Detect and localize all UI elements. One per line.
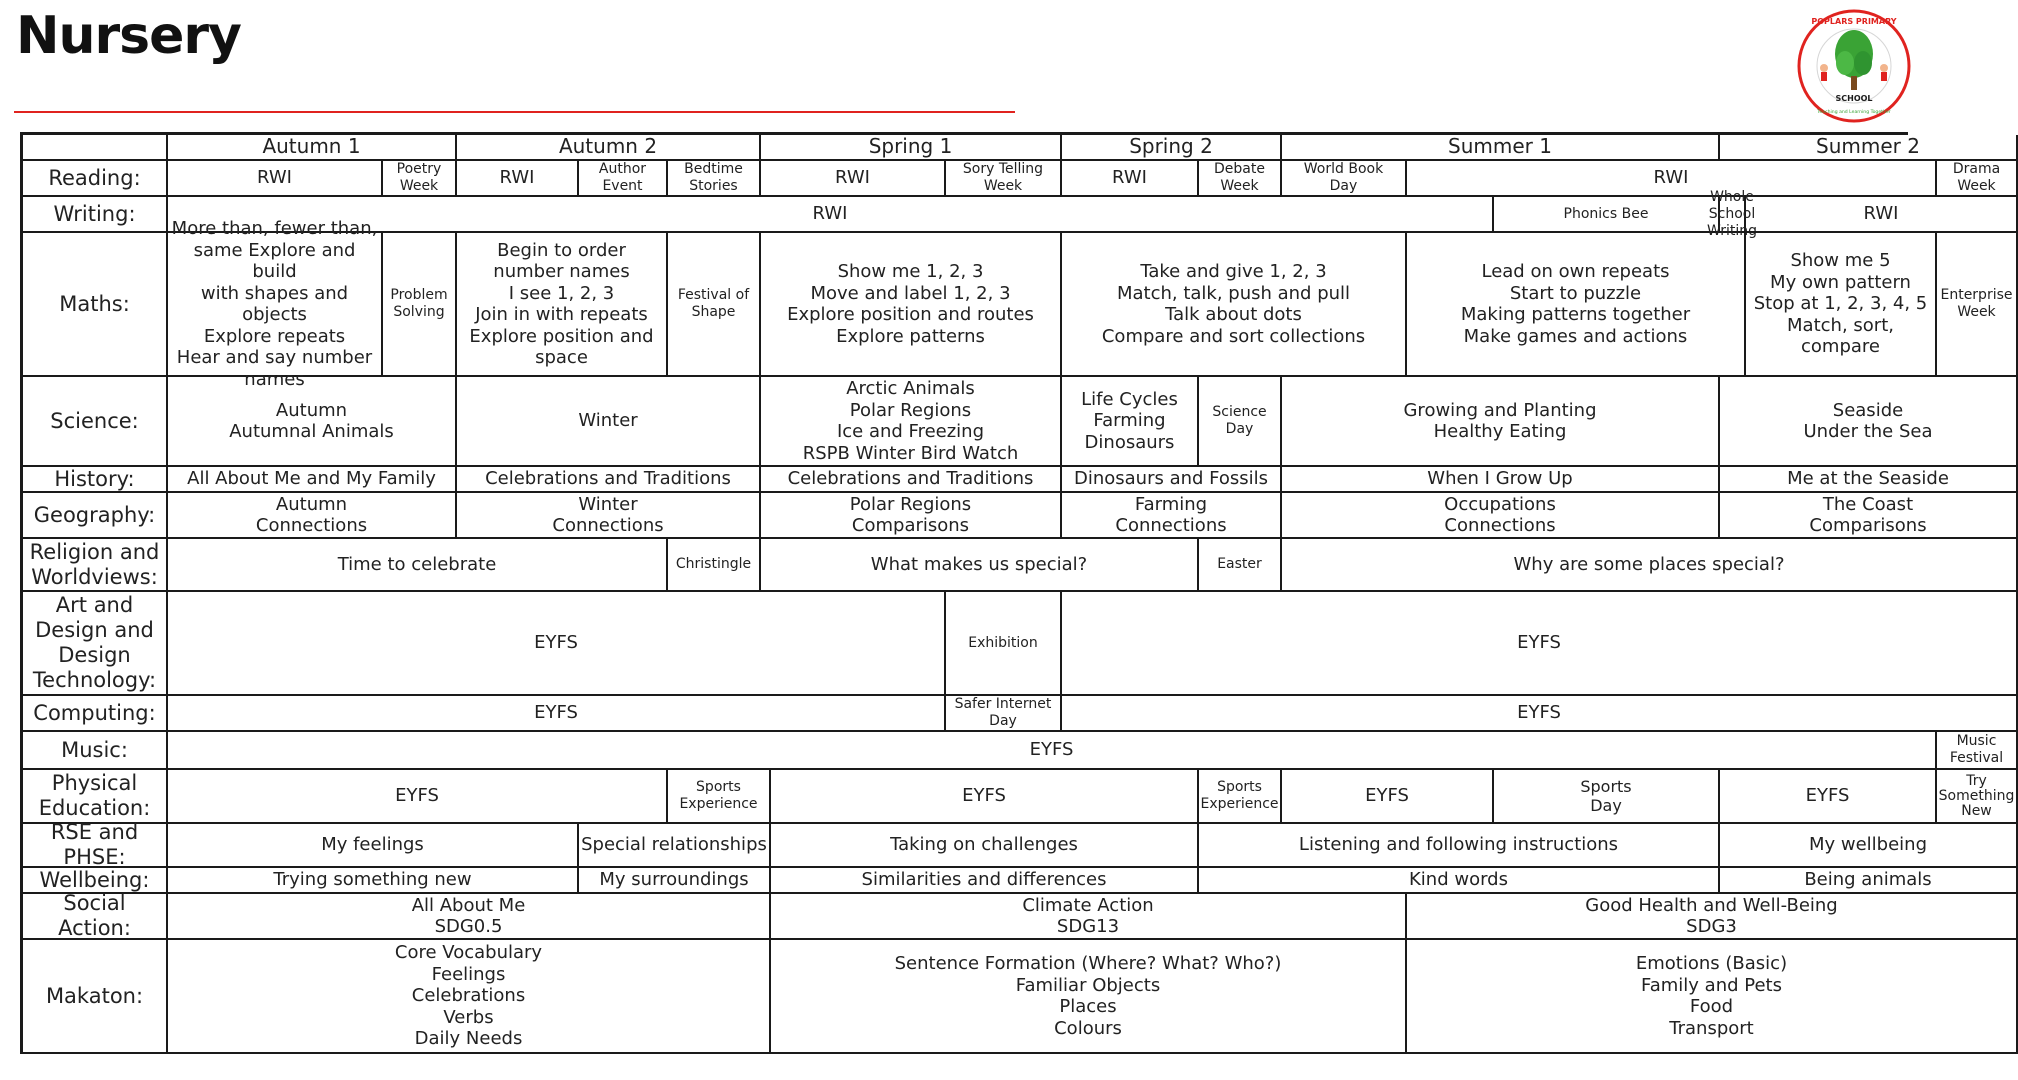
wellbeing-cell: Trying something new bbox=[168, 868, 579, 894]
science-event: Science Day bbox=[1199, 377, 1282, 467]
maths-cell: Show me 1, 2, 3 Move and label 1, 2, 3 Explore position and routes Explore patterns bbox=[761, 233, 1062, 377]
reading-event: Sory Telling Week bbox=[946, 161, 1062, 197]
term-header: Summer 2 bbox=[1720, 135, 2018, 161]
history-cell: Me at the Seaside bbox=[1720, 467, 2018, 493]
science-cell: Life Cycles Farming Dinosaurs bbox=[1062, 377, 1199, 467]
art-cell: EYFS bbox=[1062, 592, 2018, 696]
religion-cell: Time to celebrate bbox=[168, 539, 668, 592]
reading-event: World Book Day bbox=[1282, 161, 1407, 197]
reading-event: Debate Week bbox=[1199, 161, 1282, 197]
makaton-cell: Emotions (Basic) Family and Pets Food Transport bbox=[1407, 940, 2018, 1054]
rse-cell: My feelings bbox=[168, 824, 579, 868]
reading-cell: RWI bbox=[1062, 161, 1199, 197]
rse-cell: Listening and following instructions bbox=[1199, 824, 1720, 868]
writing-cell: RWI bbox=[1746, 197, 2018, 233]
wellbeing-cell: Kind words bbox=[1199, 868, 1720, 894]
logo-mid-text: SCHOOL bbox=[1835, 94, 1873, 103]
religion-event: Easter bbox=[1199, 539, 1282, 592]
writing-cell: RWI bbox=[168, 197, 1494, 233]
wellbeing-cell: Similarities and differences bbox=[771, 868, 1199, 894]
art-cell: EYFS bbox=[168, 592, 946, 696]
reading-cell: RWI bbox=[1407, 161, 1937, 197]
history-cell: Dinosaurs and Fossils bbox=[1062, 467, 1282, 493]
page-title: Nursery bbox=[16, 6, 241, 66]
wellbeing-cell: Being animals bbox=[1720, 868, 2018, 894]
science-cell: Winter bbox=[457, 377, 761, 467]
maths-cell: Show me 5 My own pattern Stop at 1, 2, 3, 4, 5 Match, sort, compare bbox=[1746, 233, 1937, 377]
curriculum-grid bbox=[20, 132, 2015, 1054]
term-header: Spring 1 bbox=[761, 135, 1062, 161]
pe-event: Sports Experience bbox=[668, 770, 771, 824]
computing-event: Safer Internet Day bbox=[946, 696, 1062, 732]
maths-event: Problem Solving bbox=[383, 233, 457, 377]
term-header: Autumn 2 bbox=[457, 135, 761, 161]
pe-cell: EYFS bbox=[1720, 770, 1937, 824]
geography-cell: Occupations Connections bbox=[1282, 493, 1720, 539]
pe-event: Sports Day bbox=[1494, 770, 1720, 824]
geography-cell: Winter Connections bbox=[457, 493, 761, 539]
subject-label: Religion and Worldviews: bbox=[23, 539, 168, 592]
social-action-cell: All About Me SDG0.5 bbox=[168, 894, 771, 940]
maths-cell: More than, fewer than, same Explore and build with shapes and objects Explore repeats Hear and say number names bbox=[168, 233, 383, 377]
reading-event: Poetry Week bbox=[383, 161, 457, 197]
maths-cell: Begin to order number names I see 1, 2, 3 Join in with repeats Explore position and space bbox=[457, 233, 668, 377]
history-cell: When I Grow Up bbox=[1282, 467, 1720, 493]
makaton-cell: Sentence Formation (Where? What? Who?) Familiar Objects Places Colours bbox=[771, 940, 1407, 1054]
subject-label: Physical Education: bbox=[23, 770, 168, 824]
subject-label: RSE and PHSE: bbox=[23, 824, 168, 868]
pe-event: Try Something New bbox=[1937, 770, 2018, 824]
term-header: Spring 2 bbox=[1062, 135, 1282, 161]
geography-cell: Farming Connections bbox=[1062, 493, 1282, 539]
maths-cell: Take and give 1, 2, 3 Match, talk, push and pull Talk about dots Compare and sort collections bbox=[1062, 233, 1407, 377]
science-cell: Seaside Under the Sea bbox=[1720, 377, 2018, 467]
reading-cell: RWI bbox=[457, 161, 579, 197]
writing-event: Phonics Bee bbox=[1494, 197, 1720, 233]
geography-cell: Autumn Connections bbox=[168, 493, 457, 539]
subject-label: History: bbox=[23, 467, 168, 493]
computing-cell: EYFS bbox=[1062, 696, 2018, 732]
corner-cell bbox=[23, 135, 168, 161]
religion-cell: Why are some places special? bbox=[1282, 539, 2018, 592]
title-underline bbox=[14, 111, 1015, 113]
music-cell: EYFS bbox=[168, 732, 1937, 770]
maths-event: Enterprise Week bbox=[1937, 233, 2018, 377]
logo-top-text: POPLARS PRIMARY bbox=[1811, 17, 1897, 26]
subject-label: Music: bbox=[23, 732, 168, 770]
rse-cell: Special relationships bbox=[579, 824, 771, 868]
term-header: Summer 1 bbox=[1282, 135, 1720, 161]
reading-event: Drama Week bbox=[1937, 161, 2018, 197]
science-cell: Autumn Autumnal Animals bbox=[168, 377, 457, 467]
pe-cell: EYFS bbox=[771, 770, 1199, 824]
school-logo bbox=[1796, 8, 1912, 124]
reading-cell: RWI bbox=[168, 161, 383, 197]
makaton-cell: Core Vocabulary Feelings Celebrations Verbs Daily Needs bbox=[168, 940, 771, 1054]
subject-label: Social Action: bbox=[23, 894, 168, 940]
history-cell: Celebrations and Traditions bbox=[457, 467, 761, 493]
subject-label: Writing: bbox=[23, 197, 168, 233]
subject-label: Computing: bbox=[23, 696, 168, 732]
pe-cell: EYFS bbox=[1282, 770, 1494, 824]
history-cell: All About Me and My Family bbox=[168, 467, 457, 493]
subject-label: Maths: bbox=[23, 233, 168, 377]
pe-event: Sports Experience bbox=[1199, 770, 1282, 824]
science-cell: Arctic Animals Polar Regions Ice and Freezing RSPB Winter Bird Watch bbox=[761, 377, 1062, 467]
subject-label: Art and Design and Design Technology: bbox=[23, 592, 168, 696]
geography-cell: The Coast Comparisons bbox=[1720, 493, 2018, 539]
social-action-cell: Climate Action SDG13 bbox=[771, 894, 1407, 940]
maths-event: Festival of Shape bbox=[668, 233, 761, 377]
subject-label: Science: bbox=[23, 377, 168, 467]
subject-label: Makaton: bbox=[23, 940, 168, 1054]
rse-cell: Taking on challenges bbox=[771, 824, 1199, 868]
art-event: Exhibition bbox=[946, 592, 1062, 696]
subject-label: Wellbeing: bbox=[23, 868, 168, 894]
music-event: Music Festival bbox=[1937, 732, 2018, 770]
rse-cell: My wellbeing bbox=[1720, 824, 2018, 868]
religion-event: Christingle bbox=[668, 539, 761, 592]
history-cell: Celebrations and Traditions bbox=[761, 467, 1062, 493]
computing-cell: EYFS bbox=[168, 696, 946, 732]
maths-cell: Lead on own repeats Start to puzzle Making patterns together Make games and actions bbox=[1407, 233, 1746, 377]
reading-cell: RWI bbox=[761, 161, 946, 197]
wellbeing-cell: My surroundings bbox=[579, 868, 771, 894]
term-header: Autumn 1 bbox=[168, 135, 457, 161]
reading-event: Bedtime Stories bbox=[668, 161, 761, 197]
geography-cell: Polar Regions Comparisons bbox=[761, 493, 1062, 539]
reading-event: Author Event bbox=[579, 161, 668, 197]
logo-bottom-text: Teaching and Learning Together bbox=[1817, 110, 1891, 115]
science-cell: Growing and Planting Healthy Eating bbox=[1282, 377, 1720, 467]
subject-label: Geography: bbox=[23, 493, 168, 539]
religion-cell: What makes us special? bbox=[761, 539, 1199, 592]
social-action-cell: Good Health and Well-Being SDG3 bbox=[1407, 894, 2018, 940]
writing-event: Whole School Writing bbox=[1707, 188, 1757, 239]
pe-cell: EYFS bbox=[168, 770, 668, 824]
subject-label: Reading: bbox=[23, 161, 168, 197]
